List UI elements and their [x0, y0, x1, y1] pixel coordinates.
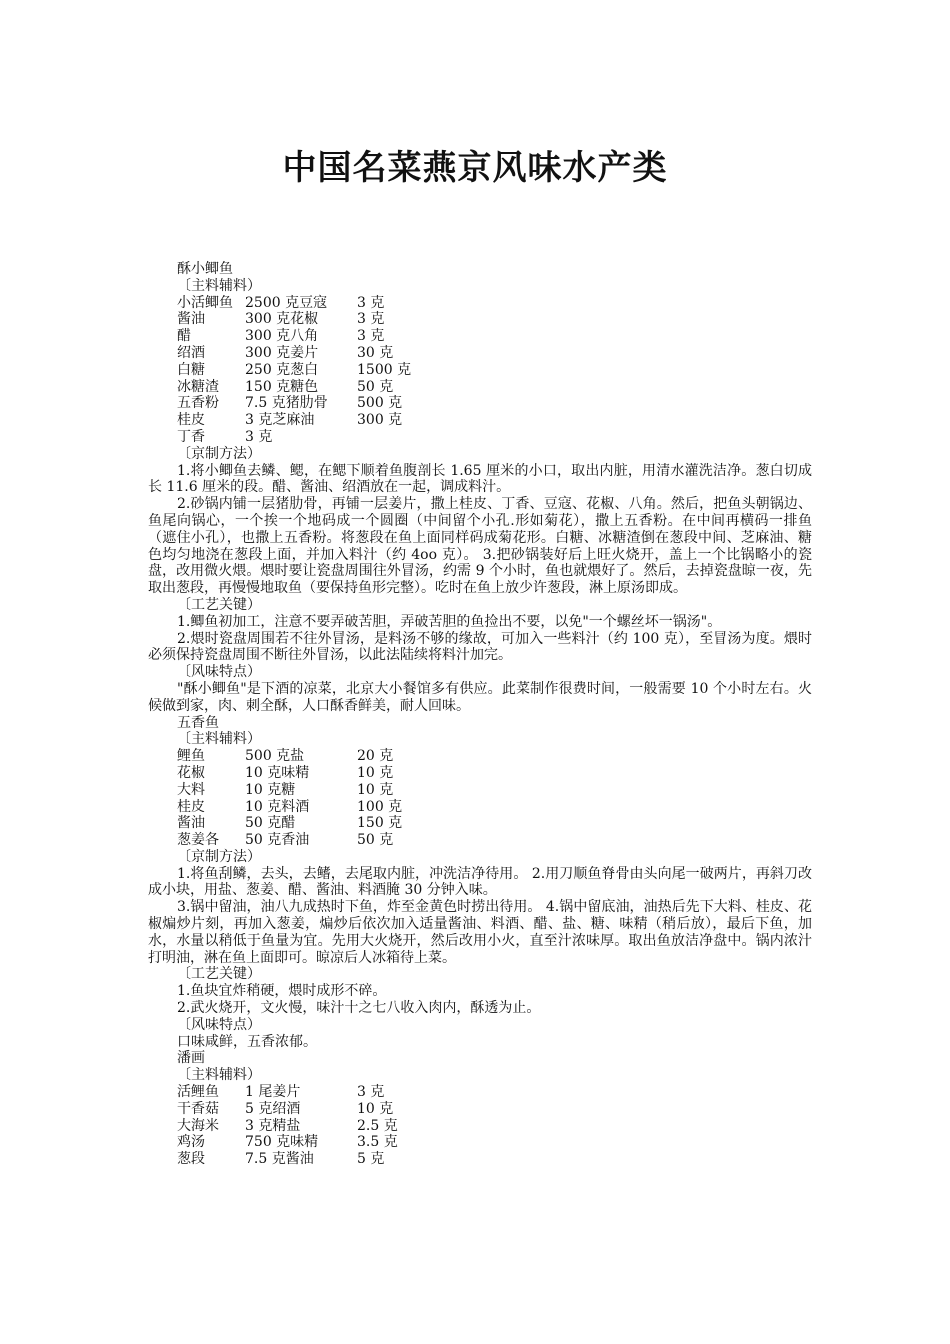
ingredient-row: 大料 10 克糖 10 克 [177, 781, 394, 798]
recipe-2-name: 五香鱼 [177, 714, 219, 731]
recipe-2-key-item: 1.鱼块宜炸稍硬，煨时成形不碎。 [177, 983, 387, 1000]
recipe-3-main-header: 〔主料辅料） [177, 1067, 261, 1084]
ingredient-row: 丁香 3 克 [177, 428, 273, 445]
recipe-1-flavor-header: 〔风味特点） [177, 664, 261, 681]
recipe-3-ingredients [148, 1084, 812, 1168]
recipe-1-ingredients [148, 295, 812, 446]
recipe-2-main-header: 〔主料辅料） [177, 731, 261, 748]
ingredient-row: 干香菇 5 克绍酒 10 克 [177, 1100, 394, 1117]
ingredient-row: 桂皮 10 克料酒 100 克 [177, 798, 403, 815]
recipe-1-method-header: 〔京制方法） [177, 445, 261, 462]
ingredient-row: 鲤鱼 500 克盐 20 克 [177, 748, 394, 765]
ingredient-row: 鸡汤 750 克味精 3.5 克 [177, 1134, 398, 1151]
recipe-1-key-item: 2.煨时瓷盘周围若不往外冒汤，是料汤不够的缘故，可加入一些料汁（约 100 克），至冒汤为度。煨时必须保持瓷盘周围不断往外冒汤，以此法陆续将料汁加完。 [148, 630, 812, 664]
recipe-2-key-header: 〔工艺关键） [177, 966, 261, 983]
ingredient-row: 冰糖渣 150 克糖色 50 克 [177, 378, 394, 395]
recipe-2-flavor: 口味咸鲜，五香浓郁。 [177, 1033, 317, 1050]
recipe-1-flavor: "酥小鲫鱼"是下酒的凉菜，北京大小餐馆多有供应。此菜制作很费时间，一般需要 10 个小时左右。火候做到家，肉、刺全酥，人口酥香鲜美，耐人回味。 [148, 680, 812, 714]
recipe-2-key-item: 2.武火烧开，文火慢，味汁十之七八收入肉内，酥透为止。 [177, 1000, 541, 1017]
recipe-2-method-step: 3.锅中留油，油八九成热时下鱼，炸至金黄色时捞出待用。 4.锅中留底油，油热后先下大料、桂皮、花椒煸炒片刻，再加入葱姜，煸炒后依次加入适量酱油、料酒、醋、盐、糖、味精（稍后放），最后下鱼，加水，水量以稍低于鱼量为宜。先用大火烧开，然后改用小火，直至汁浓味厚。取出鱼放洁净盘中。锅内浓汁打明油，淋在鱼上面即可。晾凉后人冰箱待上菜。 [148, 899, 812, 966]
ingredient-row: 小活鲫鱼 2500 克豆寇 3 克 [177, 294, 385, 311]
ingredient-row: 绍酒 300 克姜片 30 克 [177, 344, 394, 361]
recipe-2-method-step: 1.将鱼刮鳞，去头，去鳍，去尾取内脏，冲洗洁净待用。 2.用刀顺鱼脊骨由头向尾一破两片，再斜刀改成小块，用盐、葱姜、醋、酱油、料酒腌 30 分钟入味。 [148, 865, 812, 899]
recipe-3-name: 潘画 [177, 1050, 205, 1067]
recipe-1-main-header: 〔主料辅料） [177, 277, 261, 294]
recipe-1-key-header: 〔工艺关键） [177, 596, 261, 613]
recipe-1-method-step: 2.砂锅内铺一层猪肋骨，再铺一层姜片，撒上桂皮、丁香、豆寇、花椒、八角。然后，把鱼头朝锅边、鱼尾向锅心，一个挨一个地码成一个圆圈（中间留个小孔.形如菊花），撒上五香粉。在中间再横码一排鱼（遮住小孔），也撒上五香粉。将葱段在鱼上面同样码成菊花形。白糖、冰糖渣倒在葱段中间、芝麻油、糖色均匀地浇在葱段上面，并加入料汁（约 4oo 克）。 3.把砂锅装好后上旺火烧开，盖上一个比锅略小的瓷盘，改用微火煨。煨时要让瓷盘周围往外冒汤，约需 9 个小时，鱼也就煨好了。然后，去掉瓷盘晾一夜，先取出葱段，再慢慢地取鱼（要保持鱼形完整）。吃时在鱼上放少许葱段，淋上原汤即成。 [148, 496, 812, 597]
ingredient-row: 白糖 250 克葱白 1500 克 [177, 361, 412, 378]
ingredient-row: 大海米 3 克精盐 2.5 克 [177, 1117, 398, 1134]
ingredient-row: 桂皮 3 克芝麻油 300 克 [177, 412, 403, 429]
document-body [148, 261, 812, 1168]
ingredient-row: 醋 300 克八角 3 克 [177, 328, 385, 345]
ingredient-row: 酱油 300 克花椒 3 克 [177, 311, 385, 328]
recipe-1-key-item: 1.鲫鱼初加工，注意不要弄破苦胆，弄破苦胆的鱼捡出不要，以免"一个螺丝坏一锅汤"。 [177, 613, 722, 630]
recipe-2-flavor-header: 〔风味特点） [177, 1016, 261, 1033]
page-title: 中国名菜燕京风味水产类 [282, 148, 668, 188]
ingredient-row: 葱段 7.5 克酱油 5 克 [177, 1151, 385, 1168]
recipe-1-name: 酥小鲫鱼 [177, 261, 233, 277]
ingredient-row: 葱姜各 50 克香油 50 克 [177, 832, 394, 849]
ingredient-row: 活鲤鱼 1 尾姜片 3 克 [177, 1084, 385, 1101]
ingredient-row: 五香粉 7.5 克猪肋骨 500 克 [177, 395, 403, 412]
recipe-2-method-header: 〔京制方法） [177, 848, 261, 865]
recipe-1-method-step: 1.将小鲫鱼去鳞、鳃，在鳃下顺着鱼腹剖长 1.65 厘米的小口，取出内脏，用清水灌洗洁净。葱白切成长 11.6 厘米的段。醋、酱油、绍酒放在一起，调成料汁。 [148, 462, 812, 496]
ingredient-row: 酱油 50 克醋 150 克 [177, 815, 403, 832]
ingredient-row: 花椒 10 克味精 10 克 [177, 764, 394, 781]
recipe-2-ingredients [148, 748, 812, 849]
